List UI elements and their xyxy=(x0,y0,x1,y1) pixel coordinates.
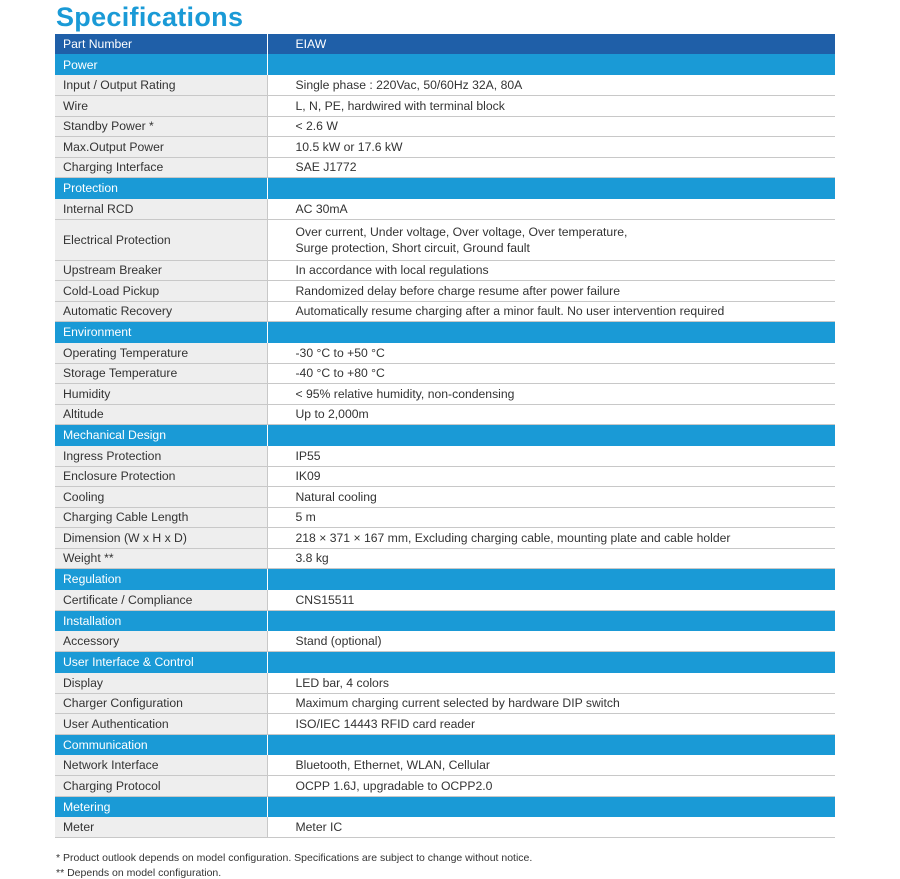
spec-label: Automatic Recovery xyxy=(55,301,267,322)
footnotes xyxy=(56,851,532,879)
spec-value: Natural cooling xyxy=(267,487,835,508)
spec-value: 218 × 371 × 167 mm, Excluding charging cable, mounting plate and cable holder xyxy=(267,528,835,549)
part-number-row xyxy=(55,34,835,54)
section-header xyxy=(55,796,835,817)
spec-label: Standby Power * xyxy=(55,116,267,137)
section-spacer xyxy=(267,54,835,75)
specifications-table xyxy=(55,34,835,838)
spec-row xyxy=(55,673,835,694)
spec-value: SAE J1772 xyxy=(267,157,835,178)
section-title: Mechanical Design xyxy=(55,425,267,446)
spec-row xyxy=(55,343,835,364)
section-title: Environment xyxy=(55,322,267,343)
part-number-label: Part Number xyxy=(55,34,267,54)
spec-row xyxy=(55,446,835,467)
spec-row xyxy=(55,157,835,178)
spec-row xyxy=(55,548,835,569)
spec-value: In accordance with local regulations xyxy=(267,260,835,281)
spec-value: < 95% relative humidity, non-condensing xyxy=(267,384,835,405)
section-title: User Interface & Control xyxy=(55,652,267,673)
spec-row xyxy=(55,384,835,405)
spec-row xyxy=(55,75,835,96)
spec-value: L, N, PE, hardwired with terminal block xyxy=(267,96,835,117)
spec-row xyxy=(55,199,835,220)
section-title: Power xyxy=(55,54,267,75)
spec-value: -40 °C to +80 °C xyxy=(267,363,835,384)
spec-value: -30 °C to +50 °C xyxy=(267,343,835,364)
spec-label: Humidity xyxy=(55,384,267,405)
spec-value-line: Over current, Under voltage, Over voltage, Over temperature, xyxy=(295,224,628,239)
spec-label: User Authentication xyxy=(55,714,267,735)
spec-value: Stand (optional) xyxy=(267,631,835,652)
section-spacer xyxy=(267,322,835,343)
spec-label: Display xyxy=(55,673,267,694)
spec-value: LED bar, 4 colors xyxy=(267,673,835,694)
section-spacer xyxy=(267,425,835,446)
section-spacer xyxy=(267,569,835,590)
spec-label: Network Interface xyxy=(55,755,267,776)
footnote-1: * Product outlook depends on model configuration. Specifications are subject to change without notice. xyxy=(56,852,533,864)
spec-label: Weight ** xyxy=(55,548,267,569)
spec-label: Charging Cable Length xyxy=(55,507,267,528)
spec-row xyxy=(55,219,835,260)
spec-row xyxy=(55,817,835,838)
spec-row xyxy=(55,487,835,508)
section-header xyxy=(55,569,835,590)
spec-row xyxy=(55,466,835,487)
spec-label: Ingress Protection xyxy=(55,446,267,467)
spec-label: Certificate / Compliance xyxy=(55,590,267,611)
spec-label: Storage Temperature xyxy=(55,363,267,384)
spec-label: Internal RCD xyxy=(55,199,267,220)
section-spacer xyxy=(267,178,835,199)
spec-row xyxy=(55,404,835,425)
spec-row xyxy=(55,776,835,797)
spec-label: Cooling xyxy=(55,487,267,508)
section-header xyxy=(55,54,835,75)
section-title: Protection xyxy=(55,178,267,199)
spec-value: Single phase : 220Vac, 50/60Hz 32A, 80A xyxy=(267,75,835,96)
section-header xyxy=(55,610,835,631)
spec-value: OCPP 1.6J, upgradable to OCPP2.0 xyxy=(267,776,835,797)
spec-label: Accessory xyxy=(55,631,267,652)
spec-row xyxy=(55,693,835,714)
section-title: Communication xyxy=(55,734,267,755)
part-number-value: EIAW xyxy=(267,34,835,54)
spec-value: AC 30mA xyxy=(267,199,835,220)
section-spacer xyxy=(267,652,835,673)
spec-value: 10.5 kW or 17.6 kW xyxy=(267,137,835,158)
spec-row xyxy=(55,631,835,652)
spec-label: Meter xyxy=(55,817,267,838)
spec-label: Upstream Breaker xyxy=(55,260,267,281)
spec-label: Dimension (W x H x D) xyxy=(55,528,267,549)
spec-value: CNS15511 xyxy=(267,590,835,611)
page-title: Specifications xyxy=(56,2,244,32)
section-title: Installation xyxy=(55,610,267,631)
spec-row xyxy=(55,301,835,322)
spec-row xyxy=(55,714,835,735)
spec-row xyxy=(55,96,835,117)
spec-row xyxy=(55,137,835,158)
section-spacer xyxy=(267,610,835,631)
spec-value: Meter IC xyxy=(267,817,835,838)
spec-value: 3.8 kg xyxy=(267,548,835,569)
spec-row xyxy=(55,281,835,302)
spec-label: Operating Temperature xyxy=(55,343,267,364)
spec-row xyxy=(55,755,835,776)
section-header xyxy=(55,734,835,755)
spec-value: 5 m xyxy=(267,507,835,528)
spec-label: Wire xyxy=(55,96,267,117)
spec-value: IK09 xyxy=(267,466,835,487)
footnote-2: ** Depends on model configuration. xyxy=(56,867,222,879)
spec-label: Enclosure Protection xyxy=(55,466,267,487)
spec-row xyxy=(55,507,835,528)
section-spacer xyxy=(267,796,835,817)
section-header xyxy=(55,322,835,343)
spec-label: Max.Output Power xyxy=(55,137,267,158)
section-header xyxy=(55,425,835,446)
spec-value: Maximum charging current selected by hardware DIP switch xyxy=(267,693,835,714)
spec-label: Charging Protocol xyxy=(55,776,267,797)
spec-label: Charger Configuration xyxy=(55,693,267,714)
spec-row xyxy=(55,528,835,549)
spec-value: Bluetooth, Ethernet, WLAN, Cellular xyxy=(267,755,835,776)
section-title: Regulation xyxy=(55,569,267,590)
spec-label: Altitude xyxy=(55,404,267,425)
specifications-table-body xyxy=(55,34,835,838)
spec-row xyxy=(55,260,835,281)
section-header xyxy=(55,652,835,673)
spec-label: Electrical Protection xyxy=(55,219,267,260)
spec-value: Randomized delay before charge resume after power failure xyxy=(267,281,835,302)
section-header xyxy=(55,178,835,199)
spec-value: Automatically resume charging after a minor fault. No user intervention required xyxy=(267,301,835,322)
spec-value: < 2.6 W xyxy=(267,116,835,137)
spec-label: Charging Interface xyxy=(55,157,267,178)
spec-row xyxy=(55,363,835,384)
spec-label: Cold-Load Pickup xyxy=(55,281,267,302)
spec-value-line: Surge protection, Short circuit, Ground fault xyxy=(295,240,530,255)
spec-value: ISO/IEC 14443 RFID card reader xyxy=(267,714,835,735)
spec-value: Up to 2,000m xyxy=(267,404,835,425)
spec-row xyxy=(55,590,835,611)
spec-label: Input / Output Rating xyxy=(55,75,267,96)
spec-value: IP55 xyxy=(267,446,835,467)
section-spacer xyxy=(267,734,835,755)
section-title: Metering xyxy=(55,796,267,817)
spec-row xyxy=(55,116,835,137)
spec-value xyxy=(267,219,835,260)
